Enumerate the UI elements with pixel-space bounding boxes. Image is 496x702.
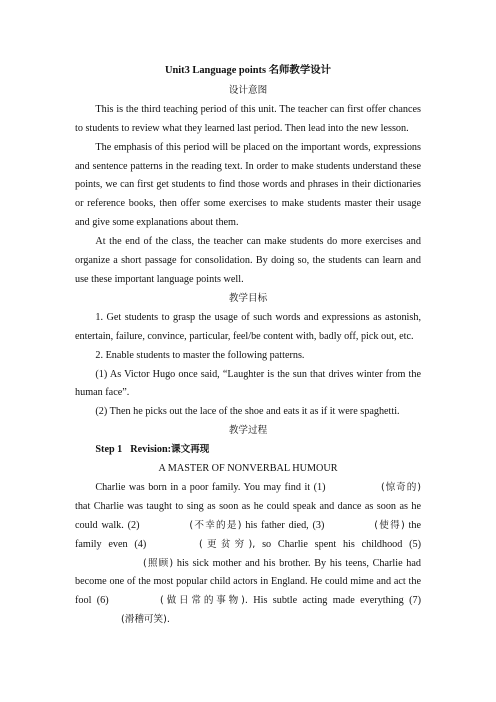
goal-item-1: 1. Get students to grasp the usage of such words and expressions as astonish, entertain, failure, convince, particular, feel/be content with, badly off, pick out, etc. [75, 311, 421, 342]
goal-pattern-1: (1) As Victor Hugo once said, “Laughter is the sun that drives winter from the human face”. [75, 368, 421, 399]
step-heading [75, 441, 421, 460]
passage-segment: his father died, (3) [241, 519, 329, 531]
goal-item-2: 2. Enable students to master the following patterns. [95, 349, 305, 361]
intent-paragraph-2: The emphasis of this period will be placed on the important words, expressions and sentence patterns in the reading text. In order to make students understand these points, we can first get students to find those words and phrases in their dictionaries or reference books, then offer some exercises to make students master their usage and give some explanations about them. [75, 141, 421, 229]
intent-heading: 设计意图 [228, 84, 268, 96]
passage-segment: that Charlie was taught to sing as soon as he could speak and dance as soon as he could walk. (2) [75, 500, 421, 531]
step-label: Step 1 [95, 444, 123, 456]
blank-hint-4: (更贫穷), [199, 538, 256, 550]
passage-segment: his sick mother and his brother. By his teens, Charlie had become one of the most popular child actors in England. He could mime and act the fool (6) [75, 557, 421, 607]
blank-hint-2: (不幸的是) [189, 519, 242, 531]
passage-segment: the family even (4) [75, 519, 421, 550]
intent-paragraph-1: This is the third teaching period of this unit. The teacher can first offer chances to students to review what they learned last period. Then lead into the new lesson. [75, 103, 421, 134]
step-name: Revision: [130, 444, 172, 456]
process-heading: 教学过程 [228, 425, 268, 437]
blank-hint-6: (做日常的事物). [160, 595, 248, 607]
goals-heading: 教学目标 [228, 292, 268, 304]
goal-pattern-2: (2) Then he picks out the lace of the shoe and eats it as if it were spaghetti. [95, 406, 400, 418]
blank-hint-7: (滑稽可笑). [121, 614, 170, 626]
passage-segment: Charlie was born in a poor family. You may find it (1) [95, 481, 329, 493]
passage-segment: His subtle acting made everything (7) [247, 595, 421, 607]
document-title: Unit3 Language points 名师教学设计 [165, 65, 331, 76]
passage-title: A MASTER OF NONVERBAL HUMOUR [158, 463, 338, 475]
passage-text [75, 479, 421, 630]
blank-hint-5: (照顾) [143, 557, 174, 569]
passage-segment: so Charlie spent his childhood (5) [255, 538, 422, 550]
step-subtitle: 课文再现 [171, 444, 210, 456]
blank-hint-3: (使得) [374, 519, 405, 531]
intent-paragraph-3: At the end of the class, the teacher can make students do more exercises and organize a short passage for consolidation. By doing so, the students can learn and use these important language points well. [75, 236, 421, 285]
blank-hint-1: (惊奇的) [380, 481, 421, 493]
